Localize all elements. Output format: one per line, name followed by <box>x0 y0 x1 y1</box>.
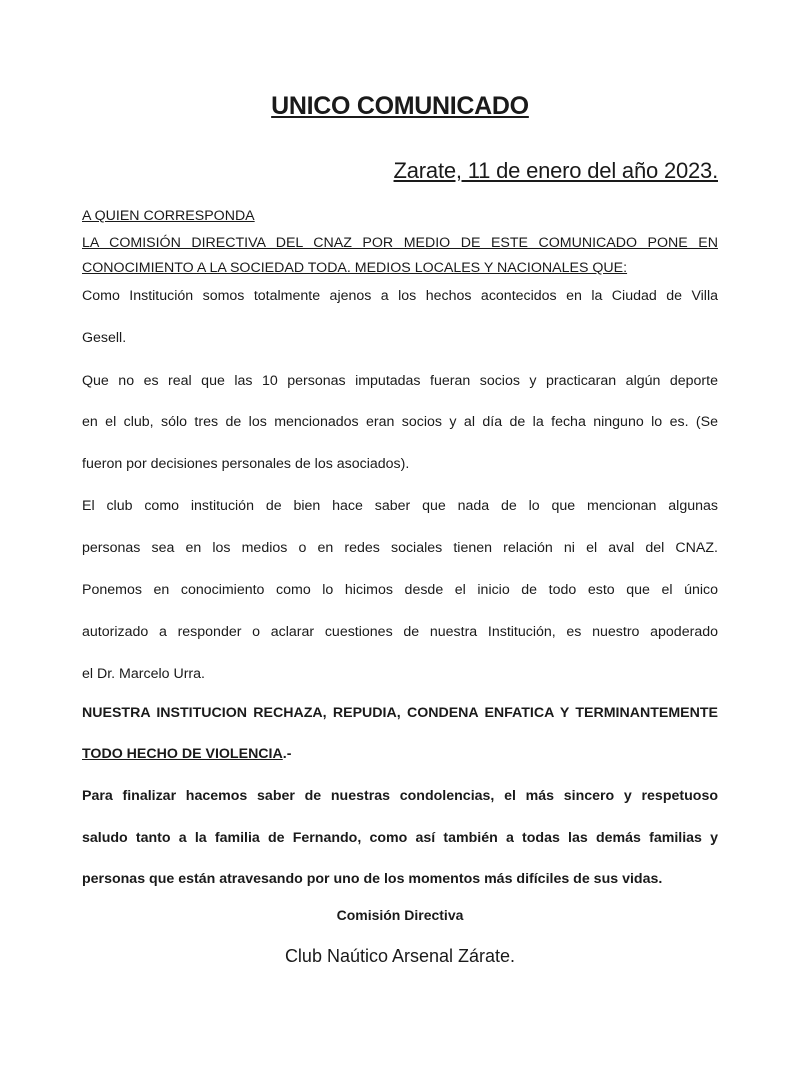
document-title: UNICO COMUNICADO <box>271 92 529 120</box>
paragraph-line: Gesell. <box>82 330 127 346</box>
paragraph-line: Que no es real que las 10 personas imputadas fueran socios y practicaran algún deporte <box>82 373 718 389</box>
paragraph-line: personas que están atravesando por uno de los momentos más difíciles de sus vidas. <box>82 871 663 887</box>
paragraph-line: personas sea en los medios o en redes sociales tienen relación ni el aval del CNAZ. <box>82 540 718 556</box>
intro-line: LA COMISIÓN DIRECTIVA DEL CNAZ POR MEDIO DE ESTE COMUNICADO PONE EN <box>82 235 718 251</box>
statement-underlined: TODO HECHO DE VIOLENCIA <box>82 746 283 762</box>
date-line: Zarate, 11 de enero del año 2023. <box>393 158 718 183</box>
signature-body: Comisión Directiva <box>336 907 464 923</box>
paragraph-line: Para finalizar hacemos saber de nuestras condolencias, el más sincero y respetuoso <box>82 788 718 804</box>
paragraph-line: El club como institución de bien hace saber que nada de lo que mencionan algunas <box>82 498 718 514</box>
paragraph-line: el Dr. Marcelo Urra. <box>82 666 205 682</box>
paragraph-line: Ponemos en conocimiento como lo hicimos desde el inicio de todo esto que el único <box>82 582 718 598</box>
signature-club: Club Naútico Arsenal Zárate. <box>284 946 516 966</box>
paragraph-line: saludo tanto a la familia de Fernando, como así también a todas las demás familias y <box>82 830 718 846</box>
statement-line: NUESTRA INSTITUCION RECHAZA, REPUDIA, CONDENA ENFATICA Y TERMINANTEMENTE <box>82 705 718 721</box>
statement-suffix: .- <box>282 746 292 762</box>
addressee: A QUIEN CORRESPONDA <box>82 208 255 224</box>
statement-line-2 <box>82 746 718 762</box>
intro-line: CONOCIMIENTO A LA SOCIEDAD TODA. MEDIOS LOCALES Y NACIONALES QUE: <box>82 260 628 276</box>
paragraph-line: en el club, sólo tres de los mencionados eran socios y al día de la fecha ninguno lo es. (Se <box>82 414 718 430</box>
paragraph-line: autorizado a responder o aclarar cuestiones de nuestra Institución, es nuestro apoderado <box>82 624 718 640</box>
paragraph-line: Como Institución somos totalmente ajenos a los hechos acontecidos en la Ciudad de Villa <box>82 288 718 304</box>
paragraph-line: fueron por decisiones personales de los asociados). <box>82 456 410 472</box>
